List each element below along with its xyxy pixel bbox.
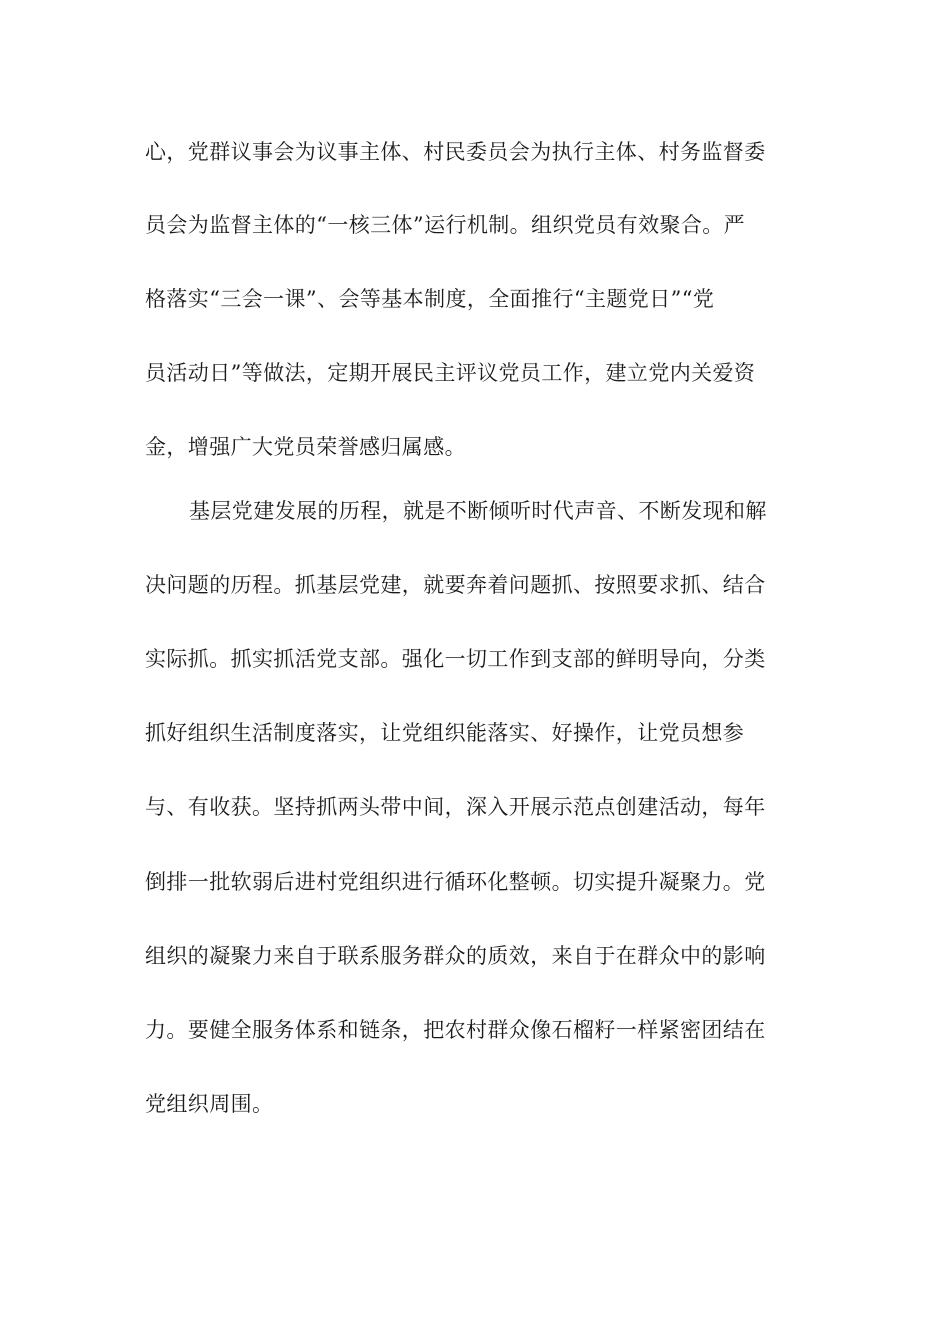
paragraph-2-line-6: 倒排一批软弱后进村党组织进行循环化整顿。切实提升凝聚力。党 [145,870,766,894]
paragraph-2-line-8: 力。要健全服务体系和链条，把农村群众像石榴籽一样紧密团结在 [145,1018,766,1042]
paragraph-2-line-1: 基层党建发展的历程，就是不断倾听时代声音、不断发现和解 [189,499,767,523]
paragraph-2-line-9: 党组织周围。 [145,1092,274,1116]
paragraph-1-line-4: 员活动日”等做法，定期开展民主评议党员工作，建立党内关爱资 [145,361,756,385]
paragraph-2-line-5: 与、有收获。坚持抓两头带中间，深入开展示范点创建活动，每年 [145,795,766,819]
paragraph-2-line-7: 组织的凝聚力来自于联系服务群众的质效，来自于在群众中的影响 [145,944,766,968]
paragraph-1-line-2: 员会为监督主体的“一核三体”运行机制。组织党员有效聚合。严 [145,213,746,237]
paragraph-1-line-3: 格落实“三会一课”、会等基本制度，全面推行“主题党日”“党 [145,287,715,311]
paragraph-1-line-5: 金，增强广大党员荣誉感归属感。 [145,435,466,459]
paragraph-1-line-1: 心，党群议事会为议事主体、村民委员会为执行主体、村务监督委 [145,140,766,164]
paragraph-2-line-4: 抓好组织生活制度落实，让党组织能落实、好操作，让党员想参 [145,721,745,745]
paragraph-2-line-2: 决问题的历程。抓基层党建，就要奔着问题抓、按照要求抓、结合 [145,573,766,597]
paragraph-2-line-3: 实际抓。抓实抓活党支部。强化一切工作到支部的鲜明导向，分类 [145,647,766,671]
